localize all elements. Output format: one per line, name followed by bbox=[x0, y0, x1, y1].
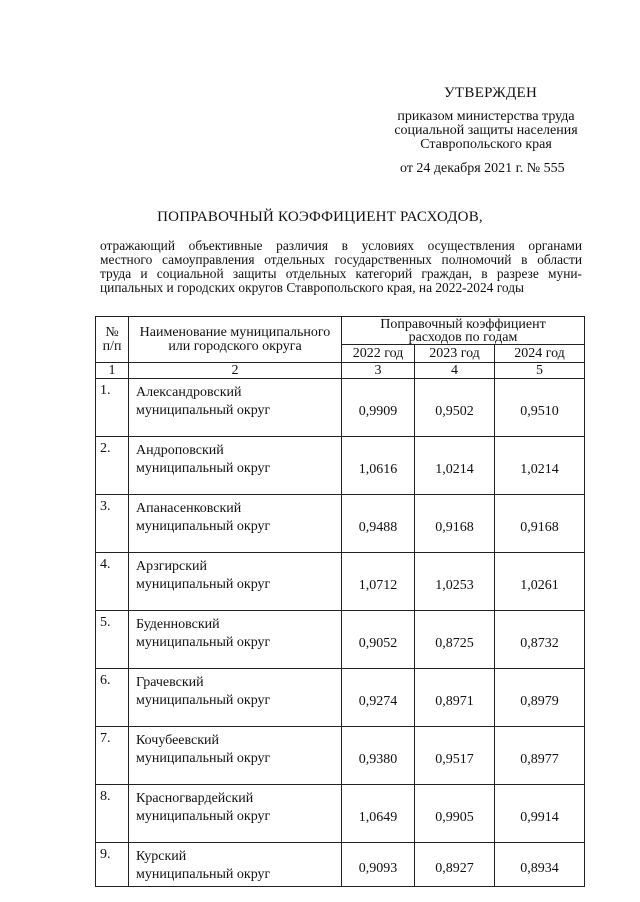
district-type-line: муниципальный округ bbox=[136, 461, 271, 476]
value-2022: 1,0712 bbox=[342, 553, 415, 611]
row-number: 6. bbox=[96, 669, 129, 727]
district-name bbox=[129, 437, 342, 495]
district-type-line: муниципальный округ bbox=[136, 403, 271, 418]
value-2024: 0,8732 bbox=[495, 611, 585, 669]
index-cell: 1 bbox=[96, 363, 129, 379]
row-number: 8. bbox=[96, 785, 129, 843]
value-2024: 0,9168 bbox=[495, 495, 585, 553]
district-name-line: Буденновский bbox=[136, 617, 220, 632]
subtitle-line: отражающий объективные различия в условиях осуществления органами bbox=[100, 238, 582, 253]
district-type-line: муниципальный округ bbox=[136, 693, 271, 708]
row-number: 4. bbox=[96, 553, 129, 611]
table-row bbox=[96, 727, 585, 785]
row-number: 2. bbox=[96, 437, 129, 495]
value-2023: 0,9502 bbox=[415, 379, 495, 437]
value-2022: 1,0616 bbox=[342, 437, 415, 495]
order-date: от 24 декабря 2021 г. № 555 bbox=[400, 161, 565, 176]
value-2023: 0,9905 bbox=[415, 785, 495, 843]
district-name bbox=[129, 727, 342, 785]
header-year-2024: 2024 год bbox=[495, 345, 585, 363]
value-2024: 1,0214 bbox=[495, 437, 585, 495]
value-2023: 0,9517 bbox=[415, 727, 495, 785]
table-row bbox=[96, 553, 585, 611]
district-type-line: муниципальный округ bbox=[136, 519, 271, 534]
table-row bbox=[96, 669, 585, 727]
district-type-line: муниципальный округ bbox=[136, 751, 271, 766]
subtitle-line: местного самоуправления отдельных государственных полномочий в области bbox=[100, 252, 582, 267]
table-row bbox=[96, 843, 585, 887]
approved-label: УТВЕРЖДЕН bbox=[444, 85, 538, 101]
order-line: приказом министерства труда bbox=[397, 109, 575, 124]
district-type-line: муниципальный округ bbox=[136, 809, 271, 824]
value-2023: 0,9168 bbox=[415, 495, 495, 553]
index-cell: 5 bbox=[495, 363, 585, 379]
value-2023: 0,8971 bbox=[415, 669, 495, 727]
row-number: 3. bbox=[96, 495, 129, 553]
table-row bbox=[96, 495, 585, 553]
value-2023: 0,8927 bbox=[415, 843, 495, 887]
table-row bbox=[96, 437, 585, 495]
value-2022: 0,9909 bbox=[342, 379, 415, 437]
column-index-row bbox=[96, 363, 585, 379]
value-2023: 0,8725 bbox=[415, 611, 495, 669]
district-type-line: муниципальный округ bbox=[136, 577, 271, 592]
row-number: 7. bbox=[96, 727, 129, 785]
index-cell: 2 bbox=[129, 363, 342, 379]
value-2024: 0,8979 bbox=[495, 669, 585, 727]
document-subtitle bbox=[100, 239, 582, 295]
district-name-line: Александровский bbox=[136, 385, 242, 400]
row-number: 5. bbox=[96, 611, 129, 669]
value-2024: 0,9510 bbox=[495, 379, 585, 437]
district-name bbox=[129, 495, 342, 553]
header-year-2023: 2023 год bbox=[415, 345, 495, 363]
district-name-line: Апанасенковский bbox=[136, 501, 242, 516]
district-name-line: Грачевский bbox=[136, 675, 204, 690]
district-type-line: муниципальный округ bbox=[136, 867, 271, 882]
value-2022: 0,9274 bbox=[342, 669, 415, 727]
index-cell: 3 bbox=[342, 363, 415, 379]
subtitle-line: ципальных и городских округов Ставропольского края, на 2022-2024 годы bbox=[100, 280, 525, 295]
header-coefficient: Поправочный коэффициент расходов по годам bbox=[342, 317, 585, 345]
district-name bbox=[129, 553, 342, 611]
order-line: социальной защиты населения bbox=[394, 123, 578, 138]
row-number: 9. bbox=[96, 843, 129, 887]
value-2022: 0,9052 bbox=[342, 611, 415, 669]
district-type-line: муниципальный округ bbox=[136, 635, 271, 650]
value-2023: 1,0214 bbox=[415, 437, 495, 495]
district-name bbox=[129, 379, 342, 437]
order-line: Ставропольского края bbox=[420, 137, 552, 152]
document-title: ПОПРАВОЧНЫЙ КОЭФФИЦИЕНТ РАСХОДОВ, bbox=[157, 209, 483, 225]
district-name bbox=[129, 785, 342, 843]
table-row bbox=[96, 379, 585, 437]
subtitle-line: труда и социальной защиты отдельных категорий граждан, в разрезе муни- bbox=[100, 266, 582, 281]
table-row bbox=[96, 785, 585, 843]
district-name bbox=[129, 611, 342, 669]
district-name bbox=[129, 843, 342, 887]
district-name-line: Курский bbox=[136, 849, 187, 864]
value-2024: 0,8977 bbox=[495, 727, 585, 785]
index-cell: 4 bbox=[415, 363, 495, 379]
district-name-line: Кочубеевский bbox=[136, 733, 220, 748]
order-reference bbox=[380, 110, 592, 152]
value-2022: 0,9380 bbox=[342, 727, 415, 785]
district-name-line: Андроповский bbox=[136, 443, 224, 458]
table-row bbox=[96, 611, 585, 669]
value-2024: 1,0261 bbox=[495, 553, 585, 611]
header-name: Наименование муниципального или городского округа bbox=[129, 317, 342, 363]
coefficients-table bbox=[95, 316, 585, 887]
value-2024: 0,9914 bbox=[495, 785, 585, 843]
value-2022: 0,9093 bbox=[342, 843, 415, 887]
district-name bbox=[129, 669, 342, 727]
district-name-line: Арзгирский bbox=[136, 559, 208, 574]
district-name-line: Красногвардейский bbox=[136, 791, 254, 806]
value-2022: 1,0649 bbox=[342, 785, 415, 843]
header-year-2022: 2022 год bbox=[342, 345, 415, 363]
header-num: № п/п bbox=[96, 317, 129, 363]
value-2022: 0,9488 bbox=[342, 495, 415, 553]
value-2023: 1,0253 bbox=[415, 553, 495, 611]
row-number: 1. bbox=[96, 379, 129, 437]
value-2024: 0,8934 bbox=[495, 843, 585, 887]
